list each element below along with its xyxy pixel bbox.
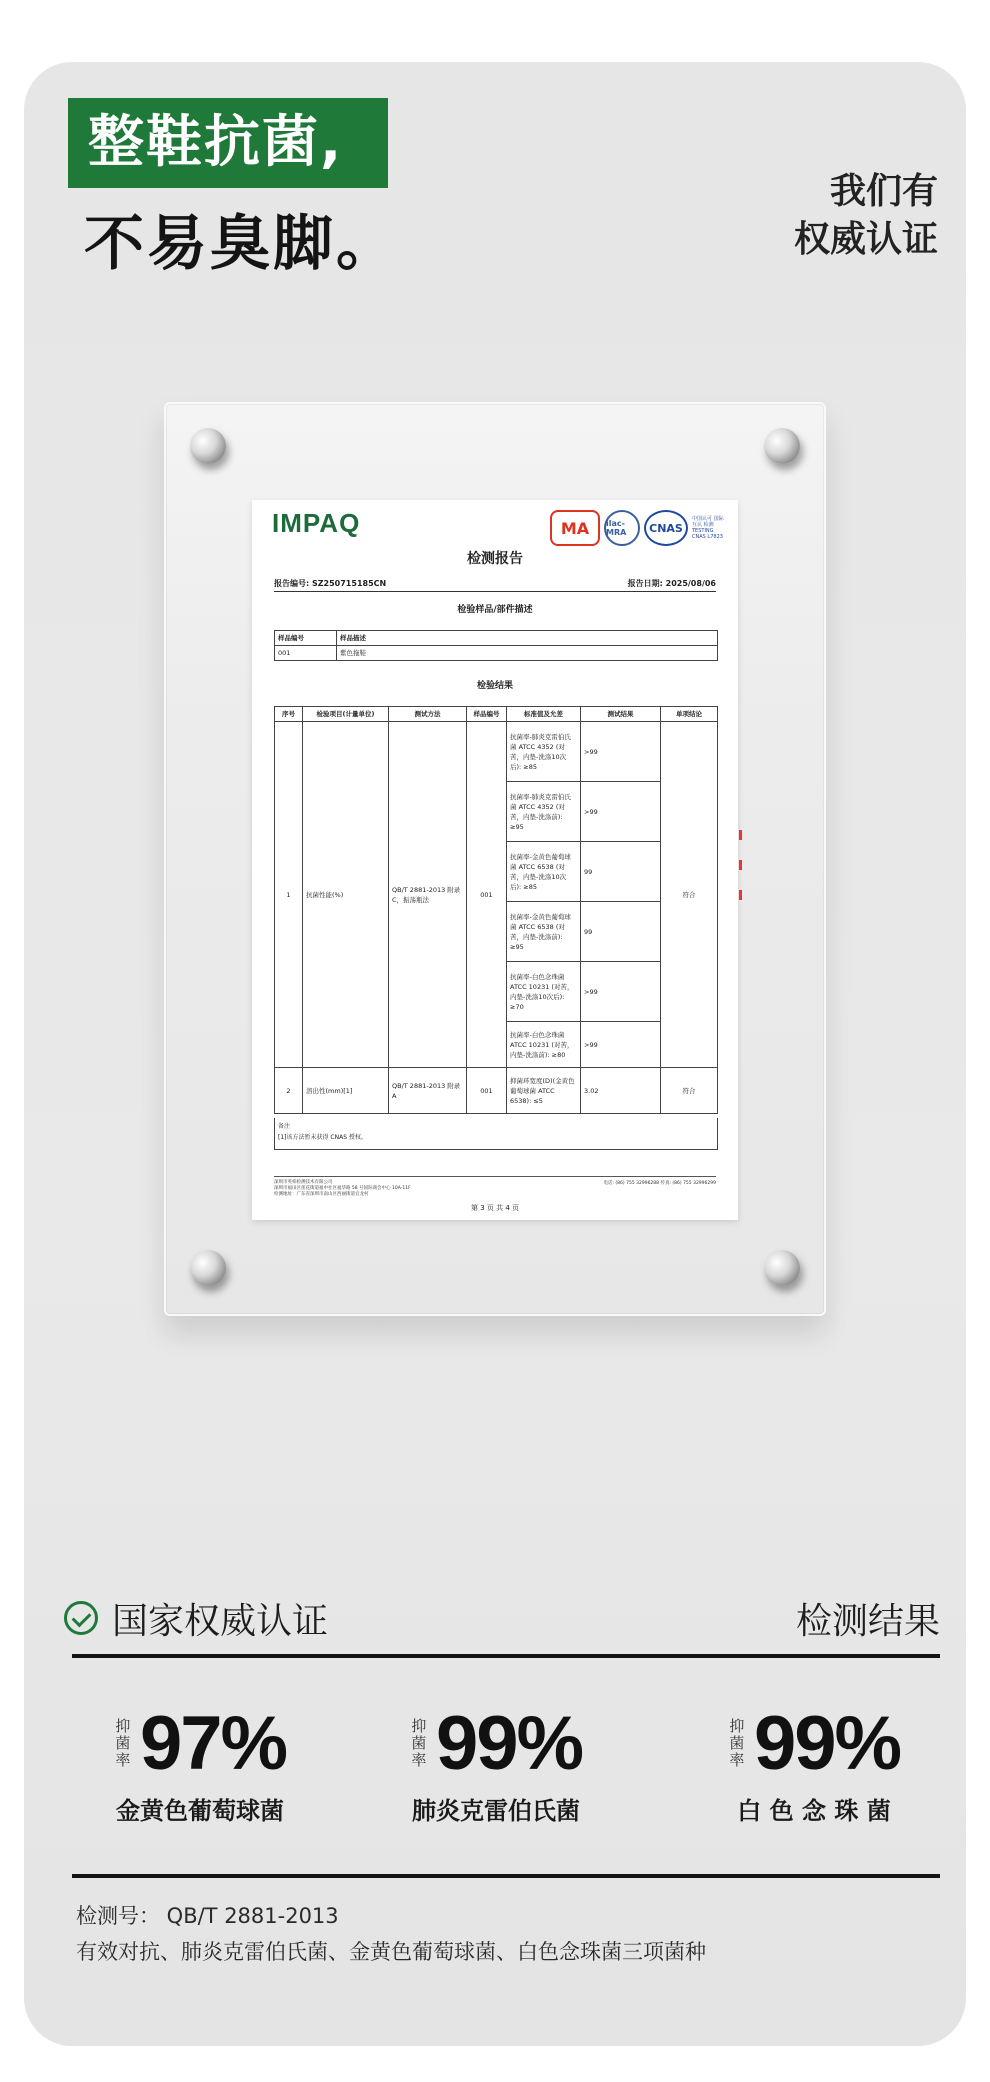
- table-cell: 99: [581, 902, 661, 962]
- stat-name: 金黄色葡萄球菌: [116, 1797, 284, 1825]
- table-cell: 抗菌率-肺炎克雷伯氏菌 ATCC 4352 (对苦，内垫-洗涤前): ≥95: [507, 782, 581, 842]
- footer-test-address: 检测地址：广东省深圳市南山区西丽街道官龙村: [274, 1192, 369, 1197]
- report-date: 报告日期: 2025/08/06: [627, 579, 716, 588]
- stat-vertical-label: 抑菌率: [115, 1717, 131, 1769]
- test-note: [76, 1898, 706, 1970]
- table-cell: QB/T 2881-2013 附录C，振荡瓶法: [389, 722, 467, 1068]
- table-cell: >99: [581, 962, 661, 1022]
- cert-label-group: [64, 1593, 328, 1644]
- table-cell: QB/T 2881-2013 附录A: [389, 1068, 467, 1114]
- table-cell: 抑菌环宽度(D)(金黄色葡萄球菌 ATCC 6538): ≤5: [507, 1068, 581, 1114]
- table-header: 样品编号: [467, 707, 507, 722]
- table-cell: >99: [581, 782, 661, 842]
- stat-value: 99%: [435, 1701, 583, 1786]
- note-description: 有效对抗、肺炎克雷伯氏菌、金黄色葡萄球菌、白色念珠菌三项菌种: [76, 1940, 706, 1964]
- report-title: 检测报告: [467, 551, 523, 567]
- table-header: 测试方法: [389, 707, 467, 722]
- page-number: 第 3 页 共 4 页: [470, 1204, 520, 1212]
- red-stamp-mark: [739, 860, 742, 870]
- stat-name: 肺炎克雷伯氏菌: [412, 1797, 580, 1825]
- report-number: 报告编号: SZ250715185CN: [274, 579, 387, 588]
- table-row: [275, 722, 718, 782]
- bolt-icon: [764, 428, 800, 464]
- table-header: 检验项目(计量单位): [303, 707, 389, 722]
- report-remark: [274, 1118, 718, 1150]
- divider-top: [72, 1654, 940, 1658]
- footer-divider: [274, 1176, 716, 1177]
- cert-label: 国家权威认证: [112, 1600, 329, 1642]
- result-label: 检测结果: [795, 1600, 940, 1642]
- stat-candida: [714, 1700, 914, 1826]
- footer-company: 深圳市英柏检测技术有限公司: [274, 1180, 333, 1185]
- impaq-logo: IMPAQ: [272, 508, 361, 538]
- table-cell: 001: [467, 722, 507, 1068]
- table-cell: >99: [581, 722, 661, 782]
- stat-value: 99%: [753, 1701, 901, 1786]
- table-row: [275, 646, 718, 661]
- table-cell: 符合: [661, 722, 718, 1068]
- table-cell: 抗菌率-白色念珠菌 ATCC 10231 (对苦，内垫-洗涤10次后): ≥70: [507, 962, 581, 1022]
- stat-klebsiella: [396, 1700, 596, 1826]
- hero-headline: 不易臭脚。: [84, 209, 399, 279]
- certification-header: [64, 1590, 940, 1646]
- note-standard: 检测号： QB/T 2881-2013: [76, 1904, 339, 1928]
- result-section-title: 检验结果: [476, 681, 513, 691]
- table-cell: 紫色拖鞋: [337, 646, 718, 661]
- table-cell: 抗菌性能(%): [303, 722, 389, 1068]
- ma-cert-icon: MA: [550, 510, 600, 546]
- cnas-icon: CNAS: [644, 510, 688, 546]
- table-cell: 2: [275, 1068, 303, 1114]
- cnas-text: 中国认可 国际互认 检测 TESTING CNAS L7823: [692, 516, 724, 540]
- table-header: 序号: [275, 707, 303, 722]
- table-cell: 抗菌率-肺炎克雷伯氏菌 ATCC 4352 (对苦，内垫-洗涤10次后): ≥85: [507, 722, 581, 782]
- footer-address: 深圳市福田区莲花街道福中社区福华路 58 号国际商会中心 10A-11F: [274, 1186, 411, 1191]
- table-header: 标准值及允差: [507, 707, 581, 722]
- ilac-mra-icon: ilac-MRA: [604, 510, 640, 546]
- bolt-icon: [190, 428, 226, 464]
- result-table: [274, 706, 718, 1114]
- table-cell: 抗菌率-白色念珠菌 ATCC 10231 (对苦，内垫-洗涤前): ≥80: [507, 1022, 581, 1068]
- hero-right-line2: 权威认证: [793, 219, 938, 260]
- table-cell: 3.02: [581, 1068, 661, 1114]
- table-cell: 溶出性(mm)[1]: [303, 1068, 389, 1114]
- table-header: 单项结论: [661, 707, 718, 722]
- certification-logos: [550, 510, 726, 546]
- table-cell: 抗菌率-金黄色葡萄球菌 ATCC 6538 (对苦，内垫-洗涤前): ≥95: [507, 902, 581, 962]
- bolt-icon: [764, 1250, 800, 1286]
- stat-value: 97%: [139, 1701, 287, 1786]
- table-cell: 99: [581, 842, 661, 902]
- stat-num-row: [396, 1700, 596, 1787]
- sample-table: [274, 630, 718, 661]
- table-cell: >99: [581, 1022, 661, 1068]
- report-footer-contact: 电话: (86) 755 32996288 传真: (86) 755 32996299: [603, 1181, 716, 1186]
- table-cell: 001: [467, 1068, 507, 1114]
- test-report-document: [252, 500, 738, 1220]
- red-stamp-mark: [739, 830, 742, 840]
- table-cell: 样品编号: [275, 631, 337, 646]
- report-footer-address: [274, 1180, 411, 1198]
- stat-name: 白 色 念 珠 菌: [737, 1797, 891, 1825]
- table-row: [275, 631, 718, 646]
- red-stamp-mark: [739, 890, 742, 900]
- table-cell: 001: [275, 646, 337, 661]
- table-header: 测试结果: [581, 707, 661, 722]
- table-cell: 抗菌率-金黄色葡萄球菌 ATCC 6538 (对苦，内垫-洗涤10次后): ≥85: [507, 842, 581, 902]
- divider-bottom: [72, 1874, 940, 1878]
- stat-num-row: [100, 1700, 300, 1787]
- table-cell: 1: [275, 722, 303, 1068]
- remark-text: [1]该方法暂未获得 CNAS 授权。: [278, 1134, 367, 1141]
- check-circle-icon: [64, 1601, 98, 1635]
- stat-vertical-label: 抑菌率: [411, 1717, 427, 1769]
- hero-authority-text: [794, 168, 938, 264]
- stat-vertical-label: 抑菌率: [729, 1717, 745, 1769]
- table-cell: 样品描述: [337, 631, 718, 646]
- table-row: [275, 1068, 718, 1114]
- stat-num-row: [714, 1700, 914, 1787]
- bolt-icon: [190, 1250, 226, 1286]
- sample-section-title: 检验样品/部件描述: [457, 605, 533, 615]
- table-row: [275, 707, 718, 722]
- hero-right-line1: 我们有: [829, 171, 938, 212]
- report-meta: [274, 578, 716, 592]
- hero-tag: 整鞋抗菌,: [68, 98, 388, 188]
- table-cell: 符合: [661, 1068, 718, 1114]
- remark-title: 备注: [278, 1123, 291, 1130]
- stat-staph: [100, 1700, 300, 1826]
